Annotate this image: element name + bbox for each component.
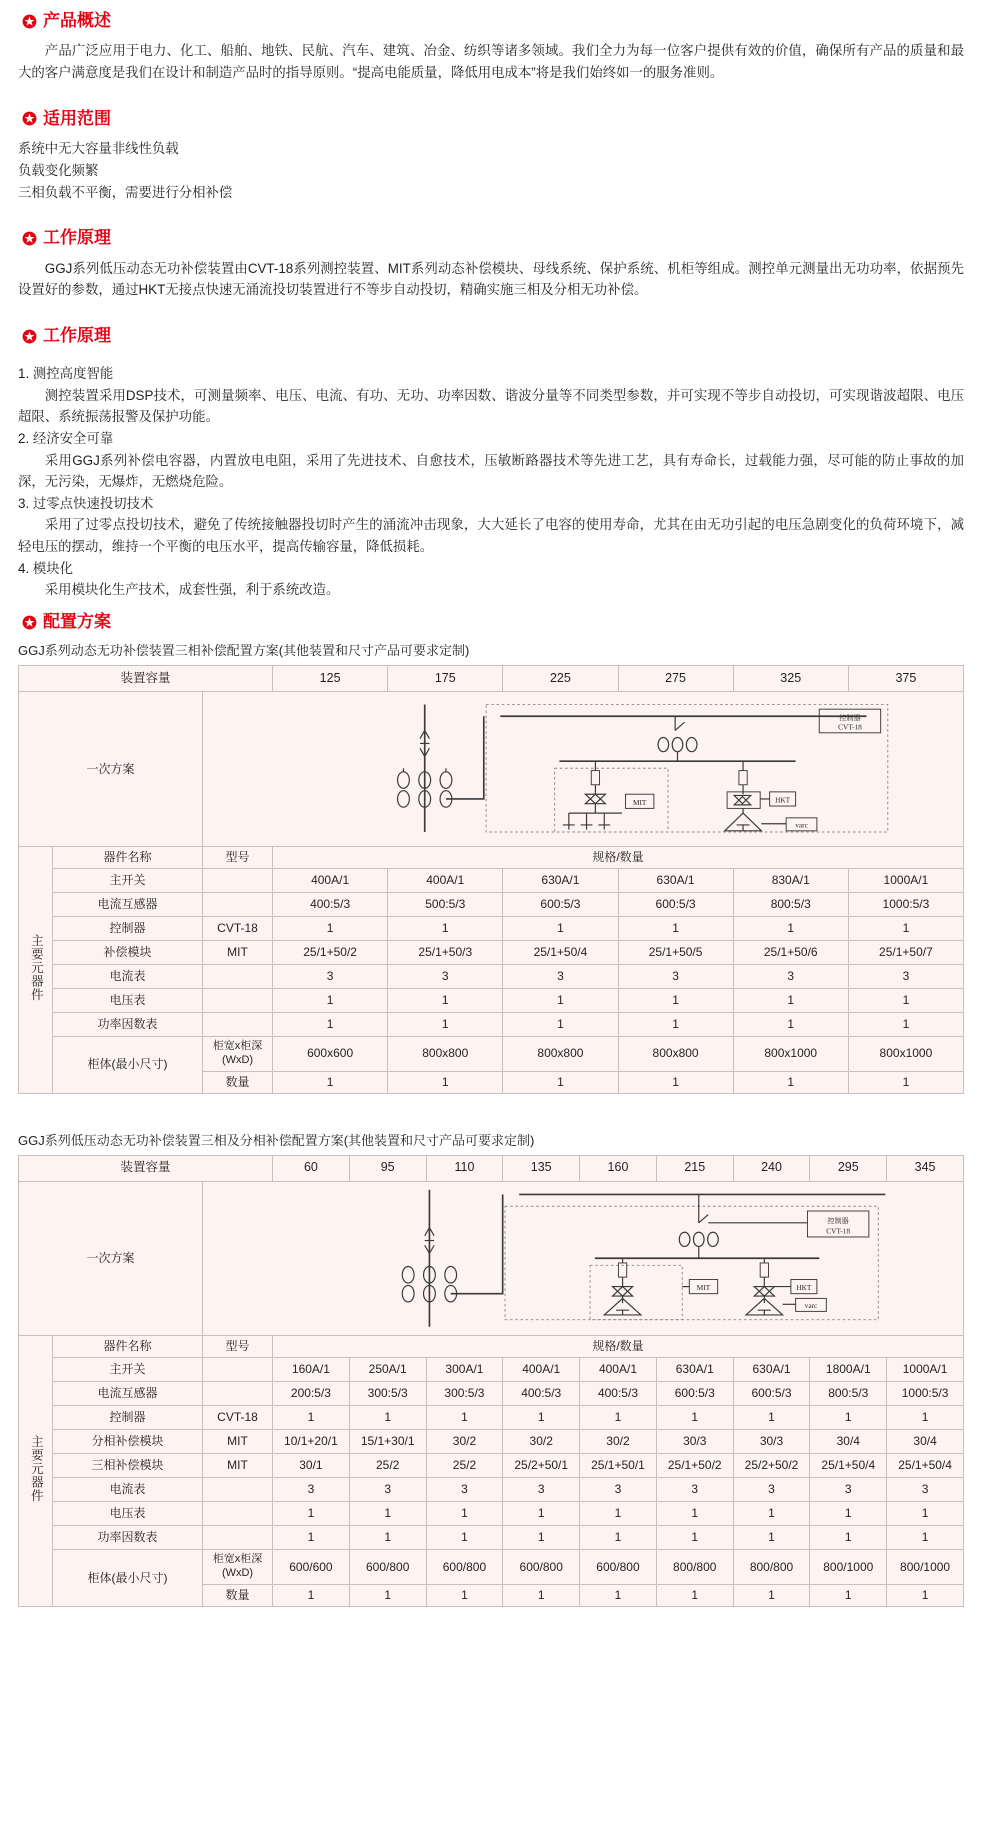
part-value: 15/1+30/1	[349, 1430, 426, 1454]
primary-scheme-diagram-cell	[203, 1181, 964, 1336]
col-header-model: 型号	[203, 847, 273, 869]
part-value: 1000:5/3	[848, 893, 963, 917]
capacity-value: 275	[618, 666, 733, 692]
part-value: 630A/1	[503, 869, 618, 893]
section-title-text: 适用范围	[43, 108, 111, 128]
part-value: 30/3	[733, 1430, 810, 1454]
part-value: 1	[273, 1526, 350, 1550]
cabinet-value: 800x1000	[848, 1037, 963, 1072]
part-value: 1	[273, 1406, 350, 1430]
cabinet-qty-value: 1	[388, 1071, 503, 1093]
controller-label-line2: CVT-18	[838, 722, 862, 732]
capacity-label: 装置容量	[19, 666, 273, 692]
part-value: 30/2	[503, 1430, 580, 1454]
capacity-value: 60	[273, 1155, 350, 1181]
part-model	[203, 1382, 273, 1406]
part-value: 500:5/3	[388, 893, 503, 917]
part-value: 800:5/3	[733, 893, 848, 917]
part-value: 400:5/3	[580, 1382, 657, 1406]
primary-scheme-label: 一次方案	[19, 1181, 203, 1336]
part-value: 3	[656, 1478, 733, 1502]
capacity-value: 345	[887, 1155, 964, 1181]
section-heading-scope	[22, 106, 982, 132]
cabinet-qty-value: 1	[273, 1584, 350, 1606]
col-header-model: 型号	[203, 1336, 273, 1358]
part-model	[203, 1526, 273, 1550]
part-value: 3	[273, 1478, 350, 1502]
capacity-value: 295	[810, 1155, 887, 1181]
part-value: 1	[733, 1013, 848, 1037]
part-model	[203, 893, 273, 917]
table2-caption: GGJ系列低压动态无功补偿装置三相及分相补偿配置方案(其他装置和尺寸产品可要求定制)	[18, 1132, 535, 1148]
section-working-principle	[0, 225, 982, 301]
part-value: 1	[426, 1502, 503, 1526]
part-value: 30/4	[887, 1430, 964, 1454]
cabinet-qty-value: 1	[349, 1584, 426, 1606]
table-row	[19, 1478, 964, 1502]
table1-caption: GGJ系列动态无功补偿装置三相补偿配置方案(其他装置和尺寸产品可要求定制)	[18, 643, 470, 659]
part-value: 25/1+50/2	[656, 1454, 733, 1478]
cabinet-value: 800x800	[503, 1037, 618, 1072]
part-value: 400A/1	[503, 1358, 580, 1382]
part-value: 30/1	[273, 1454, 350, 1478]
config-table-three-phase	[18, 665, 964, 1093]
part-value: 1	[503, 1013, 618, 1037]
cabinet-value: 800/800	[656, 1550, 733, 1585]
table-row	[19, 965, 964, 989]
capacity-value: 95	[349, 1155, 426, 1181]
capacity-value: 375	[848, 666, 963, 692]
star-burst-icon	[22, 14, 37, 29]
part-value: 3	[733, 965, 848, 989]
cabinet-qty-value: 1	[618, 1071, 733, 1093]
part-value: 1	[656, 1526, 733, 1550]
part-value: 25/1+50/7	[848, 941, 963, 965]
table-row	[19, 1013, 964, 1037]
capacity-value: 110	[426, 1155, 503, 1181]
table1-wrapper	[18, 665, 964, 1093]
star-burst-icon	[22, 615, 37, 630]
capacity-value: 125	[273, 666, 388, 692]
part-value: 1800A/1	[810, 1358, 887, 1382]
part-value: 160A/1	[273, 1358, 350, 1382]
part-value: 300:5/3	[349, 1382, 426, 1406]
table-row	[19, 1382, 964, 1406]
part-value: 1	[848, 989, 963, 1013]
part-value: 1	[580, 1526, 657, 1550]
table2-wrapper	[18, 1155, 964, 1607]
part-value: 1	[848, 917, 963, 941]
part-value: 1000A/1	[887, 1358, 964, 1382]
part-value: 1	[273, 989, 388, 1013]
part-value: 1	[733, 1526, 810, 1550]
part-value: 25/1+50/4	[503, 941, 618, 965]
part-value: 1	[388, 917, 503, 941]
part-value: 1	[887, 1526, 964, 1550]
part-value: 3	[273, 965, 388, 989]
feature-title: 2. 经济安全可靠	[18, 431, 114, 447]
part-value: 25/1+50/6	[733, 941, 848, 965]
cabinet-qty-value: 1	[503, 1584, 580, 1606]
part-value: 1	[618, 1013, 733, 1037]
part-value: 1	[887, 1406, 964, 1430]
cabinet-label: 柜体(最小尺寸)	[53, 1037, 203, 1094]
part-value: 25/2+50/1	[503, 1454, 580, 1478]
section-features	[0, 323, 982, 601]
table-row	[19, 1526, 964, 1550]
table-row	[19, 1454, 964, 1478]
part-value: 1	[503, 917, 618, 941]
part-value: 1	[503, 1526, 580, 1550]
cabinet-qty-value: 1	[503, 1071, 618, 1093]
table-row-cabinet	[19, 1037, 964, 1072]
capacity-label: 装置容量	[19, 1155, 273, 1181]
table-row-subheader	[19, 1336, 964, 1358]
part-name: 功率因数表	[53, 1526, 203, 1550]
part-model	[203, 1478, 273, 1502]
mit-label: MIT	[632, 798, 647, 808]
part-model: MIT	[203, 1454, 273, 1478]
scope-line: 三相负载不平衡，需要进行分相补偿	[18, 184, 233, 200]
part-value: 30/2	[580, 1430, 657, 1454]
part-value: 630A/1	[733, 1358, 810, 1382]
table-row	[19, 666, 964, 692]
feature-body: 采用模块化生产技术，成套性强，利于系统改造。	[44, 582, 340, 598]
part-value: 1	[810, 1502, 887, 1526]
cabinet-model: 柜宽x柜深 (WxD)	[203, 1037, 273, 1072]
section-heading-configuration	[22, 609, 982, 635]
part-value: 1	[503, 989, 618, 1013]
part-value: 3	[733, 1478, 810, 1502]
part-value: 1	[733, 989, 848, 1013]
part-model	[203, 989, 273, 1013]
part-value: 10/1+20/1	[273, 1430, 350, 1454]
capacity-value: 135	[503, 1155, 580, 1181]
cabinet-value: 800/1000	[887, 1550, 964, 1585]
part-value: 3	[349, 1478, 426, 1502]
col-header-part-name: 器件名称	[53, 847, 203, 869]
part-model	[203, 1358, 273, 1382]
part-name: 电流表	[53, 965, 203, 989]
cabinet-value: 600/800	[349, 1550, 426, 1585]
part-value: 3	[388, 965, 503, 989]
col-header-spec-qty: 规格/数量	[273, 847, 964, 869]
capacity-value: 160	[580, 1155, 657, 1181]
part-value: 1	[273, 1502, 350, 1526]
cabinet-value: 800x800	[388, 1037, 503, 1072]
part-value: 600:5/3	[733, 1382, 810, 1406]
main-parts-label: 主要元器件	[19, 1336, 53, 1607]
part-value: 1	[848, 1013, 963, 1037]
cabinet-qty-label: 数量	[203, 1071, 273, 1093]
part-value: 3	[618, 965, 733, 989]
part-model	[203, 965, 273, 989]
cabinet-qty-value: 1	[656, 1584, 733, 1606]
table-row-subheader	[19, 847, 964, 869]
part-name: 电流表	[53, 1478, 203, 1502]
primary-scheme-label: 一次方案	[19, 692, 203, 847]
part-value: 600:5/3	[618, 893, 733, 917]
cabinet-value: 600/600	[273, 1550, 350, 1585]
part-value: 3	[503, 1478, 580, 1502]
table-row	[19, 1502, 964, 1526]
table-row	[19, 917, 964, 941]
section-scope	[0, 106, 982, 203]
table-row	[19, 893, 964, 917]
main-parts-label: 主要元器件	[19, 847, 53, 1094]
part-value: 3	[426, 1478, 503, 1502]
varc-label: varc	[795, 820, 808, 830]
part-value: 25/1+50/4	[810, 1454, 887, 1478]
part-value: 3	[810, 1478, 887, 1502]
part-name: 三相补偿模块	[53, 1454, 203, 1478]
part-model: MIT	[203, 1430, 273, 1454]
part-value: 400:5/3	[273, 893, 388, 917]
part-value: 1	[733, 1502, 810, 1526]
part-model	[203, 1502, 273, 1526]
table-row	[19, 869, 964, 893]
principle-paragraph: GGJ系列低压动态无功补偿装置由CVT-18系列测控装置、MIT系列动态补偿模块、母线系统、保护系统、机柜等组成。测控单元测量出无功功率，依据预先设置好的参数，通过HKT无接点快速无涌流投切装置进行不等步自动投切，精确实施三相及分相无功补偿。	[18, 260, 964, 298]
section-heading-features	[22, 323, 982, 349]
part-value: 25/2+50/2	[733, 1454, 810, 1478]
part-value: 30/3	[656, 1430, 733, 1454]
capacity-value: 325	[733, 666, 848, 692]
cabinet-model: 柜宽x柜深 (WxD)	[203, 1550, 273, 1585]
scope-line: 负载变化频繁	[18, 162, 99, 178]
hkt-label: HKT	[796, 1282, 812, 1292]
part-value: 300A/1	[426, 1358, 503, 1382]
table-row-primary-scheme	[19, 692, 964, 847]
cabinet-value: 800x800	[618, 1037, 733, 1072]
section-title-text: 配置方案	[43, 611, 111, 631]
part-value: 250A/1	[349, 1358, 426, 1382]
part-name: 分相补偿模块	[53, 1430, 203, 1454]
part-value: 25/2	[349, 1454, 426, 1478]
part-value: 25/1+50/3	[388, 941, 503, 965]
part-name: 电流互感器	[53, 893, 203, 917]
part-value: 600:5/3	[656, 1382, 733, 1406]
star-burst-icon	[22, 231, 37, 246]
feature-title: 3. 过零点快速投切技术	[18, 495, 154, 511]
cabinet-qty-value: 1	[848, 1071, 963, 1093]
part-name: 电压表	[53, 1502, 203, 1526]
part-value: 200:5/3	[273, 1382, 350, 1406]
part-value: 1	[426, 1526, 503, 1550]
controller-label-line2: CVT-18	[826, 1226, 851, 1236]
part-model	[203, 869, 273, 893]
cabinet-qty-label: 数量	[203, 1584, 273, 1606]
mit-label: MIT	[696, 1282, 711, 1292]
table-row	[19, 1406, 964, 1430]
part-name: 电压表	[53, 989, 203, 1013]
cabinet-value: 600x600	[273, 1037, 388, 1072]
section-heading-principle	[22, 225, 982, 251]
part-value: 400A/1	[273, 869, 388, 893]
config-table-split-phase	[18, 1155, 964, 1607]
schematic-split-phase-icon	[205, 1185, 961, 1333]
cabinet-qty-value: 1	[733, 1071, 848, 1093]
cabinet-label: 柜体(最小尺寸)	[53, 1550, 203, 1607]
controller-label-line1: 控制器	[839, 714, 861, 723]
section-heading-overview	[22, 8, 982, 34]
part-value: 1000A/1	[848, 869, 963, 893]
star-burst-icon	[22, 329, 37, 344]
part-value: 1	[273, 917, 388, 941]
part-value: 1	[656, 1502, 733, 1526]
part-value: 1	[388, 1013, 503, 1037]
part-value: 1	[656, 1406, 733, 1430]
part-model: CVT-18	[203, 917, 273, 941]
part-name: 主开关	[53, 1358, 203, 1382]
part-name: 电流互感器	[53, 1382, 203, 1406]
part-value: 400A/1	[580, 1358, 657, 1382]
cabinet-value: 800/1000	[810, 1550, 887, 1585]
part-value: 1	[503, 1502, 580, 1526]
part-value: 630A/1	[618, 869, 733, 893]
part-value: 1	[733, 917, 848, 941]
part-value: 25/1+50/5	[618, 941, 733, 965]
part-value: 1	[810, 1526, 887, 1550]
table-row-primary-scheme	[19, 1181, 964, 1336]
table-row	[19, 1155, 964, 1181]
part-value: 25/2	[426, 1454, 503, 1478]
part-value: 1000:5/3	[887, 1382, 964, 1406]
part-value: 3	[503, 965, 618, 989]
part-value: 1	[580, 1406, 657, 1430]
part-value: 400:5/3	[503, 1382, 580, 1406]
schematic-three-phase-icon	[205, 695, 961, 843]
part-value: 800:5/3	[810, 1382, 887, 1406]
part-value: 1	[349, 1406, 426, 1430]
feature-body: 测控装置采用DSP技术，可测量频率、电压、电流、有功、无功、功率因数、谐波分量等不同类型参数，并可实现不等步自动投切，可实现谐波超限、电压超限、系统振荡报警及保护功能。	[18, 387, 964, 425]
part-value: 1	[810, 1406, 887, 1430]
varc-label: varc	[804, 1300, 818, 1310]
cabinet-value: 800/800	[733, 1550, 810, 1585]
feature-body: 采用了过零点投切技术，避免了传统接触器投切时产生的涌流冲击现象，大大延长了电容的使用寿命，尤其在由无功引起的电压急剧变化的负荷环境下，减轻电压的摆动，维持一个平衡的电压水平，提高传输容量，降低损耗。	[18, 517, 964, 555]
section-title-text: 工作原理	[43, 325, 111, 345]
section-title-text: 产品概述	[43, 11, 111, 30]
part-value: 1	[349, 1526, 426, 1550]
part-name: 功率因数表	[53, 1013, 203, 1037]
part-name: 主开关	[53, 869, 203, 893]
part-value: 600:5/3	[503, 893, 618, 917]
part-value: 1	[388, 989, 503, 1013]
part-value: 400A/1	[388, 869, 503, 893]
cabinet-value: 800x1000	[733, 1037, 848, 1072]
part-value: 25/1+50/1	[580, 1454, 657, 1478]
part-value: 300:5/3	[426, 1382, 503, 1406]
part-value: 25/1+50/2	[273, 941, 388, 965]
part-value: 1	[349, 1502, 426, 1526]
feature-body: 采用GGJ系列补偿电容器，内置放电电阻，采用了先进技术、自愈技术，压敏断路器技术等先进工艺，具有寿命长，过载能力强，尽可能的防止事故的加深，无污染，无爆炸，无燃烧危险。	[18, 452, 964, 490]
section-configuration	[0, 609, 982, 1607]
table-row-cabinet	[19, 1550, 964, 1585]
star-burst-icon	[22, 111, 37, 126]
part-value: 1	[580, 1502, 657, 1526]
feature-title: 4. 模块化	[18, 560, 74, 576]
part-value: 1	[618, 917, 733, 941]
part-value: 30/2	[426, 1430, 503, 1454]
part-value: 3	[848, 965, 963, 989]
scope-line: 系统中无大容量非线性负载	[18, 141, 179, 157]
cabinet-qty-value: 1	[580, 1584, 657, 1606]
table-row	[19, 941, 964, 965]
capacity-value: 215	[656, 1155, 733, 1181]
part-value: 1	[618, 989, 733, 1013]
part-value: 630A/1	[656, 1358, 733, 1382]
table-row	[19, 989, 964, 1013]
part-value: 25/1+50/4	[887, 1454, 964, 1478]
part-model: MIT	[203, 941, 273, 965]
part-name: 补偿模块	[53, 941, 203, 965]
part-model	[203, 1013, 273, 1037]
part-name: 控制器	[53, 1406, 203, 1430]
cabinet-qty-value: 1	[887, 1584, 964, 1606]
part-value: 3	[887, 1478, 964, 1502]
col-header-spec-qty: 规格/数量	[273, 1336, 964, 1358]
capacity-value: 240	[733, 1155, 810, 1181]
part-value: 830A/1	[733, 869, 848, 893]
part-value: 1	[733, 1406, 810, 1430]
part-value: 1	[503, 1406, 580, 1430]
cabinet-value: 600/800	[503, 1550, 580, 1585]
cabinet-value: 600/800	[580, 1550, 657, 1585]
cabinet-qty-value: 1	[733, 1584, 810, 1606]
part-value: 1	[426, 1406, 503, 1430]
part-value: 1	[273, 1013, 388, 1037]
cabinet-qty-value: 1	[810, 1584, 887, 1606]
part-value: 3	[580, 1478, 657, 1502]
primary-scheme-diagram-cell	[203, 692, 964, 847]
capacity-value: 175	[388, 666, 503, 692]
capacity-value: 225	[503, 666, 618, 692]
section-title-text: 工作原理	[43, 228, 111, 248]
part-model: CVT-18	[203, 1406, 273, 1430]
part-value: 30/4	[810, 1430, 887, 1454]
hkt-label: HKT	[775, 795, 791, 805]
col-header-part-name: 器件名称	[53, 1336, 203, 1358]
overview-paragraph: 产品广泛应用于电力、化工、船舶、地铁、民航、汽车、建筑、冶金、纺织等诸多领域。我们全力为每一位客户提供有效的价值，确保所有产品的质量和最大的客户满意度是我们在设计和制造产品时的指导原则。“提高电能质量，降低用电成本”将是我们始终如一的服务准则。	[18, 43, 964, 81]
part-name: 控制器	[53, 917, 203, 941]
controller-label-line1: 控制器	[827, 1216, 849, 1225]
cabinet-qty-value: 1	[273, 1071, 388, 1093]
section-product-overview	[0, 0, 982, 84]
feature-title: 1. 测控高度智能	[18, 366, 114, 382]
cabinet-qty-value: 1	[426, 1584, 503, 1606]
cabinet-value: 600/800	[426, 1550, 503, 1585]
table-row	[19, 1358, 964, 1382]
part-value: 1	[887, 1502, 964, 1526]
table-row	[19, 1430, 964, 1454]
